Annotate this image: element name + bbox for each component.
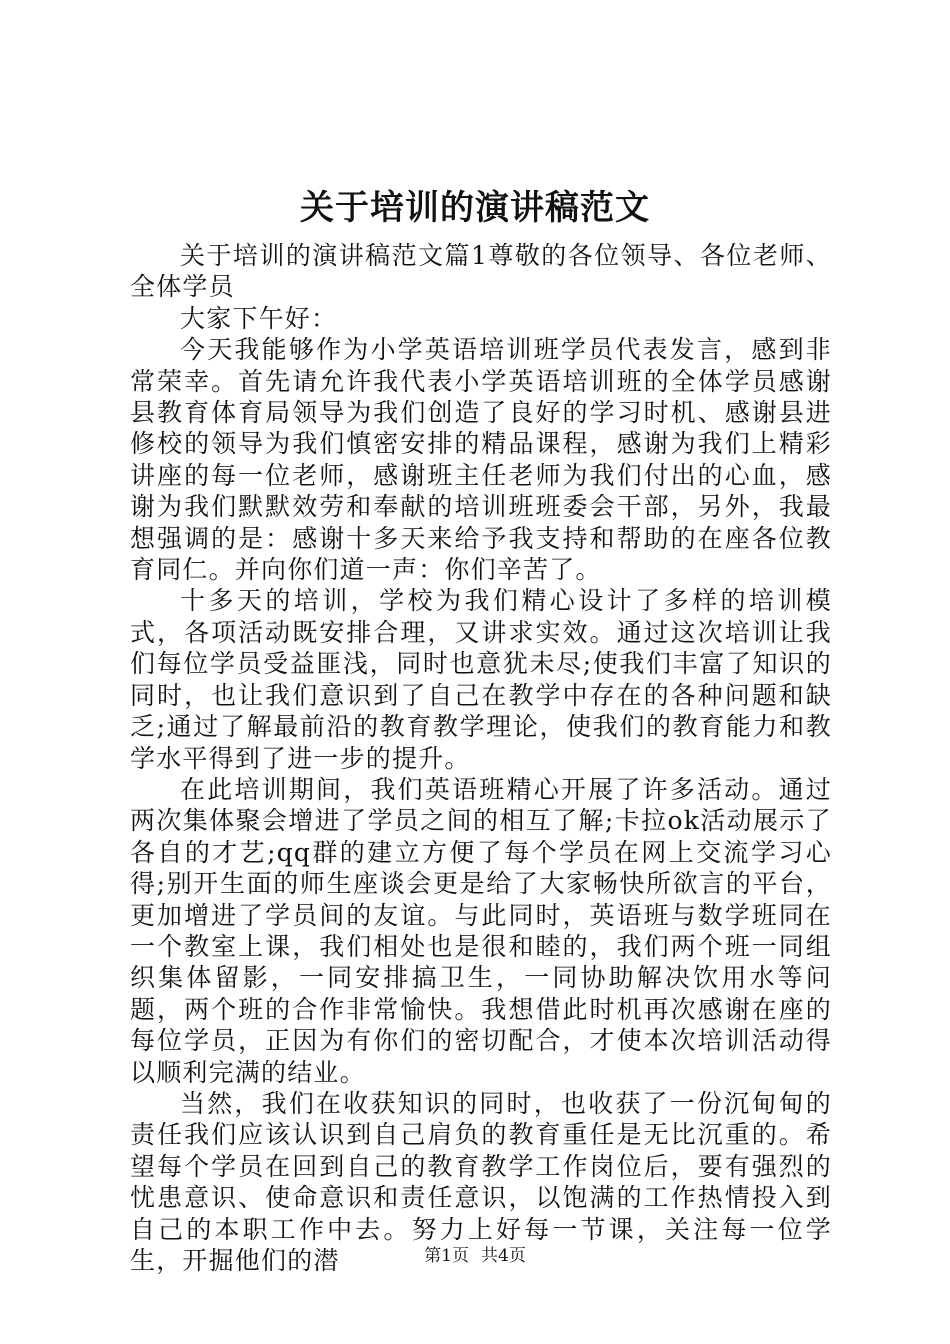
paragraph-training-summary: 十多天的培训，学校为我们精心设计了多样的培训模式，各项活动既安排合理，又讲求实效。通过这次培训让我们每位学员受益匪浅，同时也意犹未尽;使我们丰富了知识的同时，也让我们意识到了自己在教学中存在的各种问题和缺乏;通过了解最前沿的教育教学理论，使我们的教育能力和教学水平得到了进一步的提升。 [130,586,832,773]
document-body [130,240,832,1276]
paragraph-salutation: 大家下午好： [180,303,338,333]
document-title: 关于培训的演讲稿范文 [300,188,650,228]
page-number: 第1页 [424,1246,469,1266]
page-footer [0,1244,950,1268]
page-total: 共4页 [481,1246,526,1266]
paragraph-responsibility: 当然，我们在收获知识的同时，也收获了一份沉甸甸的责任我们应该认识到自己肩负的教育重任是无比沉重的。希望每个学员在回到自己的教育教学工作岗位后，要有强烈的忧患意识、使命意识和责任意识，以饱满的工作热情投入到自己的本职工作中去。努力上好每一节课，关注每一位学生，开掘他们的潜 [130,1088,832,1275]
paragraph-greeting-line: 关于培训的演讲稿范文篇1尊敬的各位领导、各位老师、全体学员 [130,241,832,302]
paragraph-activities: 在此培训期间，我们英语班精心开展了许多活动。通过两次集体聚会增进了学员之间的相互了解;卡拉ok活动展示了各自的才艺;qq群的建立方便了每个学员在网上交流学习心得;别开生面的师生座谈会更是给了大家畅快所欲言的平台，更加增进了学员间的友谊。与此同时，英语班与数学班同在一个教室上课，我们相处也是很和睦的，我们两个班一同组织集体留影，一同安排搞卫生，一同协助解决饮用水等问题，两个班的合作非常愉快。我想借此时机再次感谢在座的每位学员，正因为有你们的密切配合，才使本次培训活动得以顺利完满的结业。 [130,774,832,1087]
paragraph-thanks: 今天我能够作为小学英语培训班学员代表发言，感到非常荣幸。首先请允许我代表小学英语培训班的全体学员感谢县教育体育局领导为我们创造了良好的学习时机、感谢县进修校的领导为我们慎密安排的精品课程，感谢为我们上精彩讲座的每一位老师，感谢班主任老师为我们付出的心血，感谢为我们默默效劳和奉献的培训班班委会干部，另外，我最想强调的是：感谢十多天来给予我支持和帮助的在座各位教育同仁。并向你们道一声：你们辛苦了。 [130,335,832,585]
